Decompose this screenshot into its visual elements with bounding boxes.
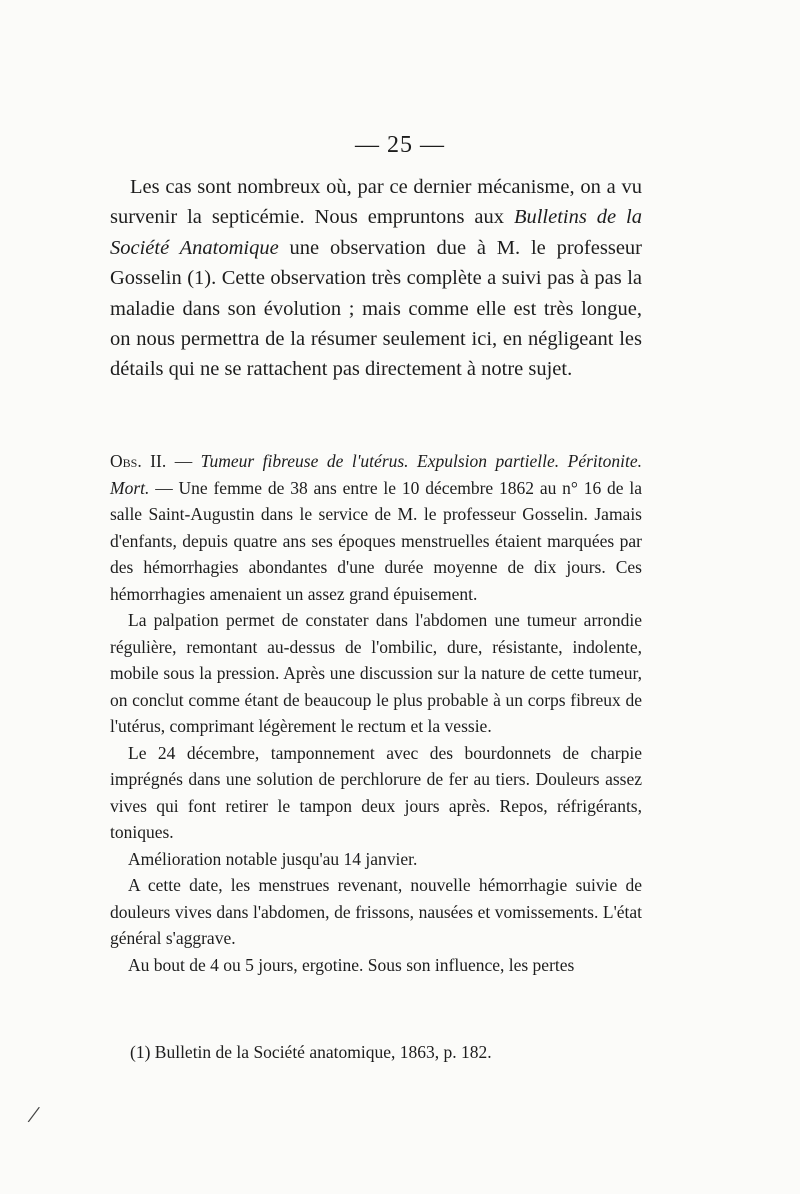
observation-title: Tumeur fibreuse de l'utérus. Expulsion partielle. Péritonite. Mort. — [110, 451, 643, 498]
observation-paragraph-6: Au bout de 4 ou 5 jours, ergotine. Sous son influence, les pertes — [128, 954, 575, 975]
observation-dash: — — [174, 451, 193, 471]
intro-line-8: se rattachent pas directement à notre sujet. — [224, 358, 573, 381]
intro-line-2: on a vu survenir la septicémie. Nous empruntons aux — [110, 176, 643, 229]
observation-paragraph-5: A cette date, les menstrues revenant, nouvelle hémorrhagie suivie de douleurs vives dans l'abdomen, de frissons, nausées et vomissements. L'état général s'aggrave. — [110, 875, 642, 948]
intro-line-7: la résumer seulement ici, en négligeant les détails qui ne — [110, 328, 642, 381]
observation-paragraph-4: Amélioration notable jusqu'au 14 janvier. — [128, 848, 418, 869]
intro-line-3: une observation due — [289, 236, 467, 259]
observation-dash-2: — — [155, 477, 173, 498]
footnote: (1) Bulletin de la Société anatomique, 1863, p. 182. — [130, 1042, 492, 1062]
intro-line-1: Les cas sont nombreux où, par ce dernier mécanisme, — [130, 176, 575, 198]
margin-pencil-mark: / — [25, 1099, 42, 1130]
observation-label: Obs. II. — [110, 451, 167, 471]
intro-line-6: mais comme elle est très longue, on nous permettra de — [110, 297, 643, 351]
observation-paragraph-3: Le 24 décembre, tamponnement avec des bourdonnets de charpie imprégnés dans une solution de perchlorure de fer au tiers. Douleurs assez vives qui font retirer le tampon deux jours après. Repos, réfrigérants, toniques. — [110, 742, 642, 842]
observation-text-1: Une femme de 38 ans entre le 10 décembre 1862 au n° 16 de la salle Saint-Augustin dans le service de M. le professeur Gosselin. Jamais d'enfants, depuis quatre ans ses époques menstruelles étaient marquées par des hémorrhagies abondantes d'une durée moyenne de dix jours. Ces hémorrhagies amenaient un assez grand épuisement. — [110, 477, 642, 604]
intro-paragraph — [110, 172, 642, 385]
observation-paragraph-2: La palpation permet de constater dans l'abdomen une tumeur arrondie régulière, remontant au-dessus de l'ombilic, dure, résistante, indolente, mobile sous la pression. Après une discussion sur la nature de cette tumeur, on conclut comme étant de beaucoup le plus probable à un corps fibreux de l'utérus, comprimant légèrement le rectum et la vessie. — [110, 610, 642, 736]
intro-line-5: complète a suivi pas à pas la maladie dans son évolution ; — [110, 267, 642, 320]
page-number: — 25 — — [355, 132, 445, 158]
bulletins-title: Bulletins de la Société Anatomique — [110, 206, 642, 259]
intro-line-4: à M. le professeur Gosselin (1). Cette observation très — [110, 236, 642, 290]
observation-section — [110, 448, 642, 978]
observation-paragraph-1 — [110, 448, 642, 607]
